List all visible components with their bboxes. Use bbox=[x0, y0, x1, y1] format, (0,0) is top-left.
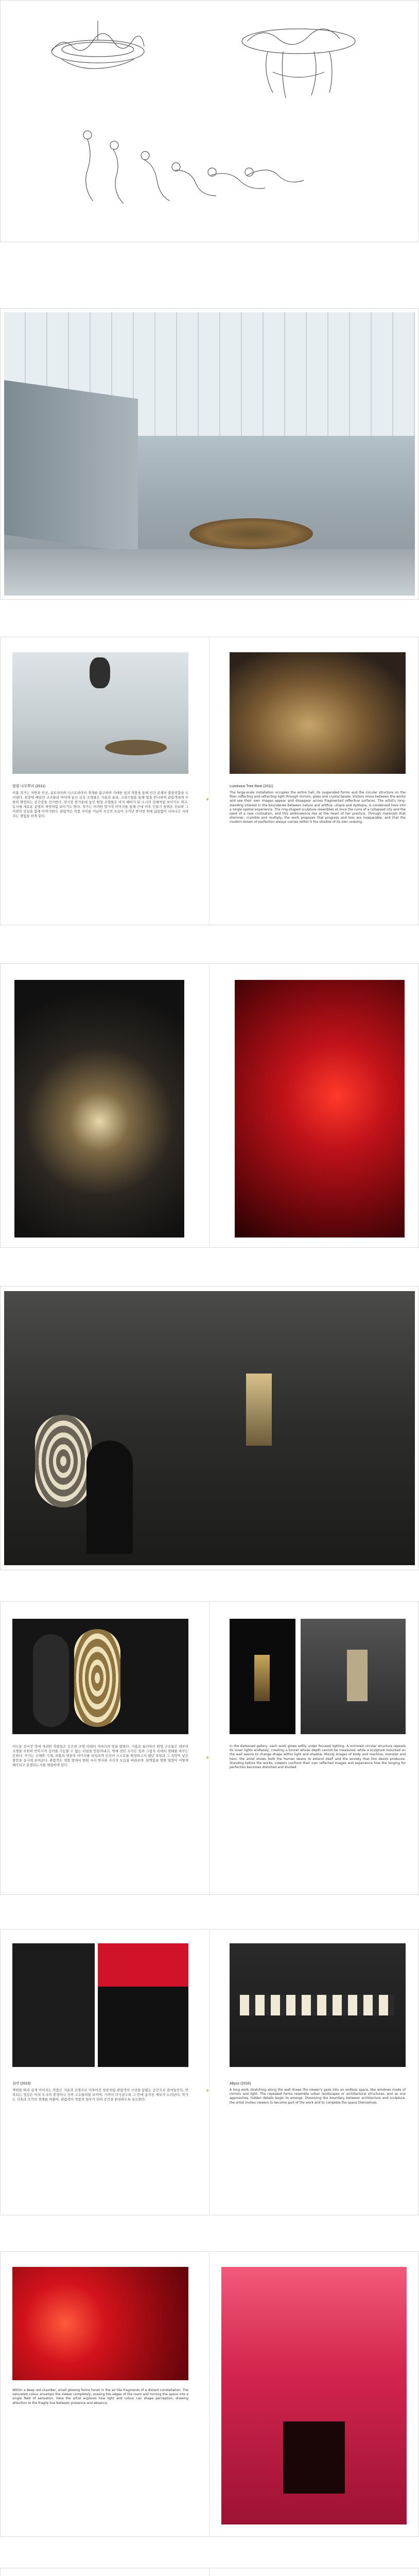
sketch-suspended-figures bbox=[221, 10, 376, 103]
photo-floor bbox=[4, 549, 415, 596]
spread-red-room bbox=[0, 2251, 419, 2537]
spread-abyss bbox=[0, 1929, 419, 2215]
photo-abyss-wall bbox=[230, 1943, 406, 2067]
spark-icon: ✦ bbox=[205, 1755, 210, 1761]
photo-capsules bbox=[12, 1619, 188, 1734]
photo-ring-closeup bbox=[230, 652, 406, 774]
gutter bbox=[209, 1601, 210, 1895]
spread-luminous-root bbox=[0, 637, 419, 925]
sketch-figure-sequence bbox=[77, 118, 309, 222]
caption-ko: 심연 (2016) bbox=[12, 2082, 31, 2086]
photo-wall-sculpture bbox=[246, 1374, 272, 1446]
body-text-ko: 어두운 전시장 안에 자리한 작품들은 은은한 조명 아래서 저마다의 빛을 발한다. 거울로 둘러싸인 원형 구조물은 내부의 조명을 무한히 반복시켜 깊이를 가늠할 수 없는 터널을 만들어내고, 벽에 걸린 조각은 빛과 그림자 속에서 형태를 바꾸는 듯하다. 작가는 신체와 기계, 괴물과 영웅의 이미지를 뒤섞으며 인간이 스스로를 확장하고자 했던 욕망과 그 욕망이 낳은 불안을 동시에 보여준다. 관람객은 작품 앞에서 멈춰 서서 반사된 자신의 모습을 바라보며, 완벽함을 향한 열망이 어떻게 왜곡되고 분열되는지를 체험하게 된다. bbox=[12, 1744, 188, 1767]
sketch-ring-structure bbox=[31, 15, 165, 82]
spread-crystal-red bbox=[0, 963, 419, 1248]
photo-left-wall bbox=[4, 380, 138, 554]
photo-red-chamber bbox=[221, 2267, 407, 2524]
spread-gallery-hall bbox=[0, 308, 419, 600]
photo-ring-sculpture bbox=[189, 518, 313, 549]
photo-red-constellation bbox=[12, 2267, 188, 2380]
photo-red-black-panels bbox=[98, 1943, 188, 2067]
spread-red-works bbox=[0, 2568, 419, 2576]
spark-icon: ✦ bbox=[205, 2088, 210, 2094]
spark-icon: ✦ bbox=[205, 797, 210, 803]
body-text-en: In the darkened gallery, each work glows softly under focused lighting. A mirrored circular structure repeats its inner lights endlessly, creating a tunnel whose depth cannot be measured, while a sculpture mounted on the wall seems to change shape within light and shadow. Mixing images of body and machine, monster and hero, the artist shows both the human desire to extend itself and the anxiety that this desire produces. Standing before the works, viewers confront their own reflected images and experience how the longing for perfection becomes distorted and divided. bbox=[230, 1744, 406, 1770]
body-text-ko: 이불 작가는 자연과 인공, 유토피아와 디스토피아의 경계를 탐구하며 거대한 설치 작품을 통해 인간 존재의 불완전함을 드러낸다. 천장에 매달린 구조물과 바닥에 놓인 금속 조형물은 거울과 유리, 크리스털을 통해 빛을 반사하며 관람객에게 무한히 확장되는 공간감을 선사한다. 전시장 한가운데 놓인 원형 조형물은 마치 폐허가 된 도시의 잔해처럼 보이기도 하고, 동시에 새로운 문명의 씨앗처럼 보이기도 한다. 작가는 이러한 양가적 이미지를 통해 근대 이후 인류가 꿈꿔온 진보와 그 이면의 상실을 함께 이야기한다. 관람객은 작품 사이를 거닐며 자신의 모습이 조각난 반사면 위에 끊임없이 나타나고 사라지는 경험을 하게 된다. bbox=[12, 791, 188, 818]
caption-en: Luminous Tree Root (2011) bbox=[230, 785, 273, 788]
photo-red-mirror bbox=[235, 980, 405, 1238]
photo-tunnel-mirror bbox=[35, 1415, 92, 1507]
photo-figure-wall bbox=[301, 1619, 406, 1734]
spread-capsule-figure bbox=[0, 1601, 419, 1895]
photo-dark-capsule bbox=[86, 1440, 133, 1554]
photo-floor-sculpture bbox=[105, 740, 167, 755]
photo-crystal-sculpture bbox=[14, 980, 184, 1238]
photo-installation-view bbox=[12, 652, 188, 774]
body-text-en: A long work stretching along the wall draws the viewer's gaze into an endless space, like windows made of mirrors and light. The repeated forms resemble urban landscapes or architectural structures, and as one approaches, hidden details begin to emerge. Dissolving the boundary between architecture and sculpture, the artist invites viewers to become part of the work and to complete the space themselves. bbox=[230, 2088, 406, 2105]
gutter bbox=[209, 1929, 210, 2215]
photo-hanging-form bbox=[90, 657, 110, 688]
gutter bbox=[209, 637, 210, 925]
body-text-ko: 벽면을 따라 길게 이어지는 작품은 거울과 조명으로 이루어진 창문처럼 관람객의 시선을 끝없는 공간으로 끌어들인다. 반복되는 형상은 마치 도시의 풍경이나 건축 구조물처럼 보이며, 가까이 다가갈수록 그 안에 숨겨진 세부가 드러난다. 작가는 건축과 조각의 경계를 허물며, 관람객이 작품의 일부가 되어 공간을 완성하도록 유도한다. bbox=[12, 2088, 188, 2102]
photo-figure-black bbox=[230, 1619, 295, 1734]
spread-sketches bbox=[0, 0, 419, 242]
gutter bbox=[209, 2568, 210, 2576]
photo-dark-wall-left bbox=[12, 1943, 95, 2067]
body-text-en: Within a deep red chamber, small glowing forms hover in the air like fragments of a distant constellation. The saturated colour envelops the viewer completely, erasing the edges of the room and turning the space into a single field of sensation. Here the artist explores how light and colour can shape perception, drawing attention to the fragile line between presence and absence. bbox=[12, 2388, 188, 2405]
caption-en: Abyss (2016) bbox=[230, 2082, 251, 2086]
gutter bbox=[209, 963, 210, 1248]
caption-ko: 발광 나무뿌리 (2011) bbox=[12, 785, 46, 788]
gutter bbox=[209, 2251, 210, 2537]
body-text-en: The large-scale installation occupies the entire hall, its suspended forms and the circular structure on the floor reflecting and refracting light through mirrors, glass and crystal beads. Visitors move between the works and see their own images appear and disappear across fragmented reflective surfaces. The artist's long-standing interest in the boundaries between nature and artifice, utopia and dystopia, is condensed here into a single spatial experience. The ring-shaped sculpture resembles at once the ruins of a collapsed city and the seed of a new civilization, and this ambivalence lies at the heart of her practice. Through materials that shimmer, crumble and multiply, the work proposes that progress and loss are inseparable, and that the modern dream of perfection always carries within it the shadow of its own undoing. bbox=[230, 791, 406, 824]
photo-dark-gallery bbox=[4, 1291, 415, 1565]
spread-dark-gallery bbox=[0, 1286, 419, 1570]
photo-gallery-hall bbox=[4, 312, 415, 596]
